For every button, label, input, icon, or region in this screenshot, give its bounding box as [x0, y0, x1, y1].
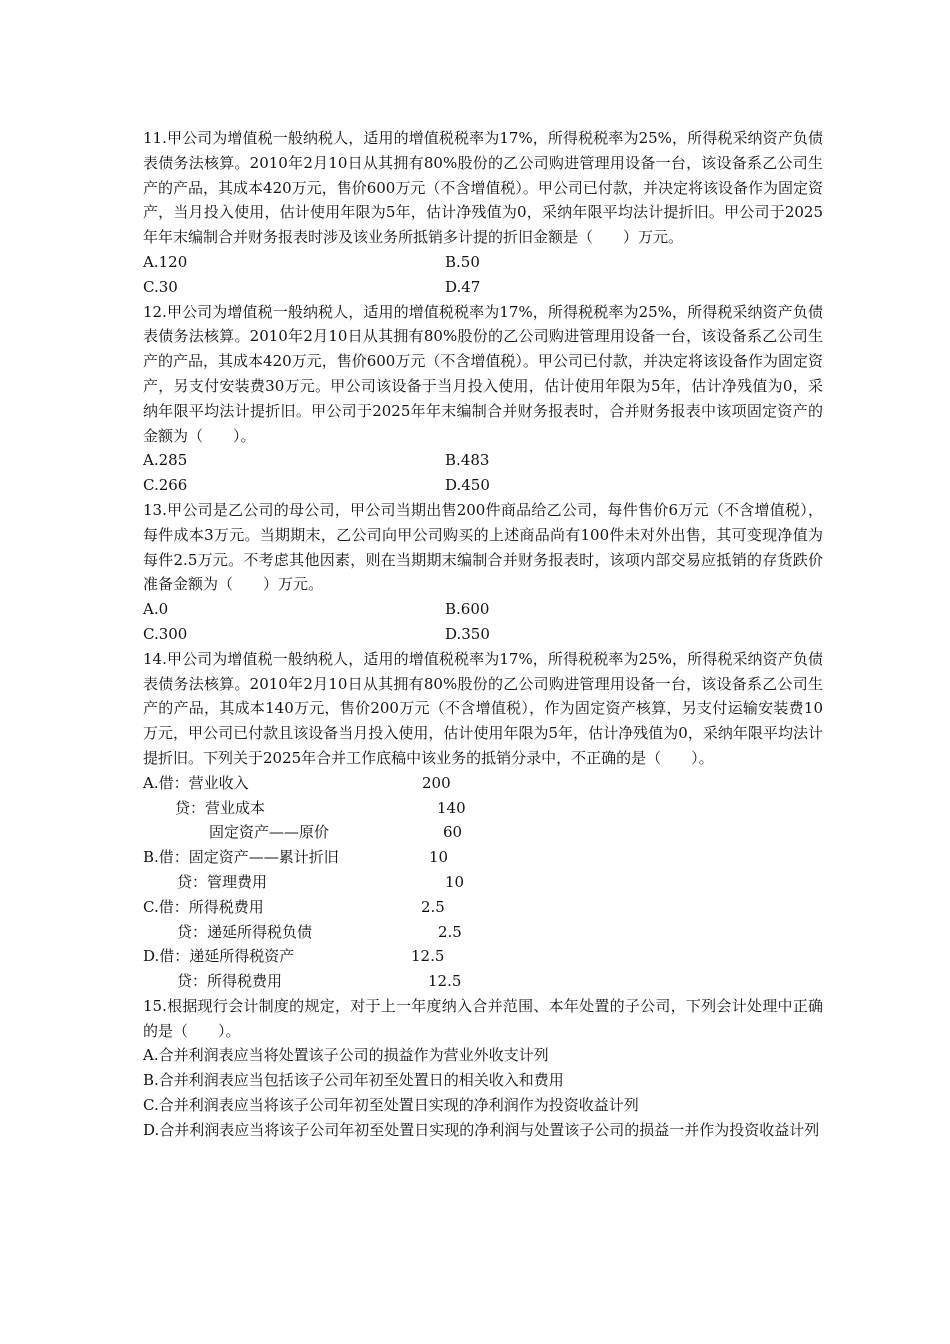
option-a: A.285 — [143, 451, 188, 470]
journal-entry-line — [143, 920, 823, 945]
entry-text: 贷：管理费用 — [177, 872, 268, 891]
entry-text: 贷：递延所得税负债 — [177, 922, 313, 941]
option-d: D.450 — [445, 476, 490, 495]
entry-amount: 12.5 — [428, 972, 462, 991]
option-c: C.合并利润表应当将该子公司年初至处置日实现的净利润作为投资收益计列 — [143, 1096, 639, 1115]
journal-entry-line — [143, 820, 823, 845]
question-11-options-row-2 — [143, 275, 823, 300]
question-14-stem: 14.甲公司为增值税一般纳税人，适用的增值税税率为17%，所得税税率为25%，所得税采纳资产负债表债务法核算。2010年2月10日从其拥有80%股份的乙公司购进管理用设备一台，该设备系乙公司生产的产品，其成本140万元，售价200万元（不含增值税），作为固定资产核算，另支付运输安装费10万元，甲公司已付款且该设备当月投入使用，估计使用年限为5年，估计净残值为0，采纳年限平均法计提折旧。下列关于2025年合并工作底稿中该业务的抵销分录中，不正确的是（ ）。 — [143, 649, 823, 767]
entry-amount: 60 — [443, 823, 463, 842]
entry-amount: 10 — [429, 848, 449, 867]
option-a: A.合并利润表应当将处置该子公司的损益作为营业外收支计列 — [143, 1046, 549, 1065]
question-13-stem: 13.甲公司是乙公司的母公司，甲公司当期出售200件商品给乙公司，每件售价6万元（不含增值税），每件成本3万元。当期期末，乙公司向甲公司购买的上述商品尚有100件未对外出售，其可变现净值为每件2.5万元。不考虑其他因素，则在当期期末编制合并财务报表时，该项内部交易应抵销的存货跌价准备金额为（ ）万元。 — [143, 500, 823, 594]
option-b: B.483 — [445, 451, 490, 470]
entry-text: A.借：营业收入 — [143, 773, 249, 792]
option-b: B.合并利润表应当包括该子公司年初至处置日的相关收入和费用 — [143, 1071, 564, 1090]
option-c: C.266 — [143, 476, 188, 495]
journal-entry-line — [143, 895, 823, 920]
option-b: B.600 — [445, 600, 490, 619]
option-a: A.0 — [143, 600, 169, 619]
entry-amount: 2.5 — [421, 897, 445, 916]
option-d: D.350 — [445, 624, 490, 643]
question-12-options-row-1 — [143, 448, 823, 473]
option-d: D.合并利润表应当将该子公司年初至处置日实现的净利润与处置该子公司的损益一并作为投资收益计列 — [143, 1120, 820, 1139]
entry-amount: 12.5 — [411, 947, 445, 966]
journal-entry-line — [143, 796, 823, 821]
entry-text: 固定资产——原价 — [209, 823, 330, 842]
question-12-options-row-2 — [143, 473, 823, 498]
entry-amount: 200 — [422, 773, 451, 792]
journal-entry-line — [143, 969, 823, 994]
entry-amount: 10 — [445, 872, 465, 891]
question-13-options-row-1 — [143, 597, 823, 622]
question-12-stem: 12.甲公司为增值税一般纳税人，适用的增值税税率为17%，所得税税率为25%，所得税采纳资产负债表债务法核算。2010年2月10日从其拥有80%股份的乙公司购进管理用设备一台，该设备系乙公司生产的产品，其成本420万元，售价600万元（不含增值税）。甲公司已付款，并决定将该设备作为固定资产，另支付安装费30万元。甲公司该设备于当月投入使用，估计使用年限为5年，估计净残值为0，采纳年限平均法计提折旧。甲公司于2025年年末编制合并财务报表时，合并财务报表中该项固定资产的金额为（ ）。 — [143, 302, 823, 445]
question-11-stem: 11.甲公司为增值税一般纳税人，适用的增值税税率为17%，所得税税率为25%，所得税采纳资产负债表债务法核算。2010年2月10日从其拥有80%股份的乙公司购进管理用设备一台，该设备系乙公司生产的产品，其成本420万元，售价600万元（不含增值税）。甲公司已付款，并决定将该设备作为固定资产，当月投入使用，估计使用年限为5年，估计净残值为0，采纳年限平均法计提折旧。甲公司于2025年年末编制合并财务报表时涉及该业务所抵销多计提的折旧金额是（ ）万元。 — [143, 129, 823, 247]
option-a: A.120 — [143, 252, 188, 271]
entry-text: 贷：所得税费用 — [177, 972, 283, 991]
option-d: D.47 — [445, 277, 481, 296]
entry-amount: 140 — [437, 798, 466, 817]
entry-text: C.借：所得税费用 — [143, 897, 264, 916]
question-11-options-row-1 — [143, 250, 823, 275]
entry-text: D.借：递延所得税资产 — [143, 947, 295, 966]
journal-entry-line — [143, 870, 823, 895]
option-c: C.300 — [143, 624, 188, 643]
question-13-options-row-2 — [143, 622, 823, 647]
document-page — [143, 126, 823, 1143]
journal-entry-line — [143, 771, 823, 796]
entry-text: B.借：固定资产——累计折旧 — [143, 848, 339, 867]
question-15-stem: 15.根据现行会计制度的规定，对于上一年度纳入合并范围、本年处置的子公司，下列会计处理中正确的是（ ）。 — [143, 996, 823, 1040]
option-c: C.30 — [143, 277, 178, 296]
journal-entry-line — [143, 944, 823, 969]
journal-entry-line — [143, 845, 823, 870]
option-b: B.50 — [445, 252, 480, 271]
entry-amount: 2.5 — [438, 922, 462, 941]
entry-text: 贷：营业成本 — [175, 798, 266, 817]
